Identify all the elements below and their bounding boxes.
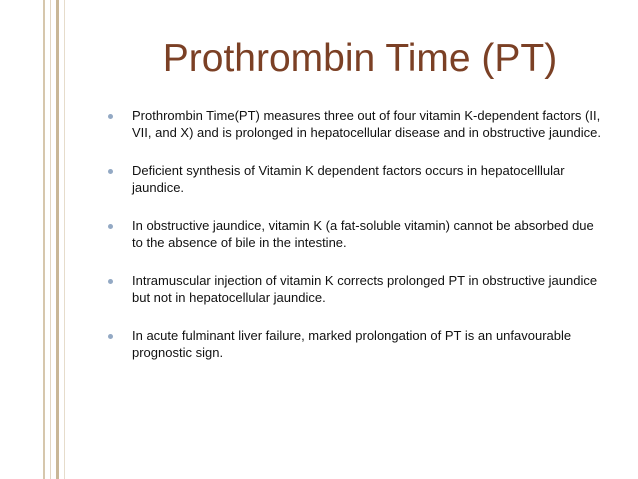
- bullet-item: [108, 218, 608, 251]
- bullet-dot-icon: [108, 224, 113, 229]
- decorative-rule: [64, 0, 65, 479]
- bullet-list: [108, 108, 608, 383]
- bullet-text: In obstructive jaundice, vitamin K (a fat-soluble vitamin) cannot be absorbed due to the absence of bile in the intestine.: [132, 218, 594, 250]
- bullet-item: [108, 108, 608, 141]
- bullet-text: Intramuscular injection of vitamin K corrects prolonged PT in obstructive jaundice but not in hepatocellular jaundice.: [132, 273, 598, 305]
- decorative-rule: [43, 0, 45, 479]
- bullet-text: Deficient synthesis of Vitamin K dependent factors occurs in hepatocelllular jaundice.: [132, 163, 565, 195]
- bullet-text: Prothrombin Time(PT) measures three out of four vitamin K-dependent factors (II, VII, and X) and is prolonged in hepatocellular disease and in obstructive jaundice.: [132, 108, 602, 140]
- bullet-text: In acute fulminant liver failure, marked prolongation of PT is an unfavourable prognostic sign.: [132, 328, 572, 360]
- bullet-item: [108, 163, 608, 196]
- bullet-dot-icon: [108, 279, 113, 284]
- bullet-item: [108, 273, 608, 306]
- bullet-item: [108, 328, 608, 361]
- decorative-rule: [50, 0, 51, 479]
- bullet-dot-icon: [108, 114, 113, 119]
- bullet-dot-icon: [108, 334, 113, 339]
- decorative-rule: [56, 0, 59, 479]
- bullet-dot-icon: [108, 169, 113, 174]
- slide-title: Prothrombin Time (PT): [162, 37, 558, 80]
